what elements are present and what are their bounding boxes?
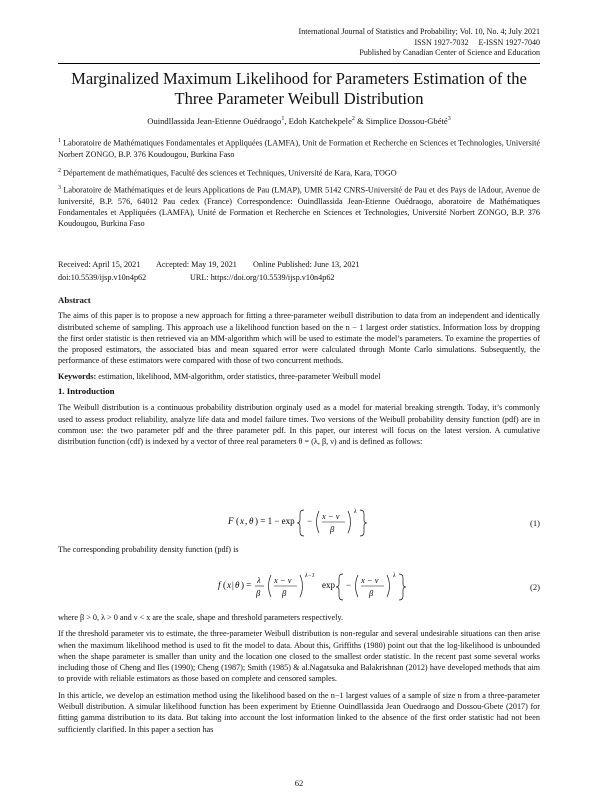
- svg-text:F: F: [228, 516, 234, 526]
- header-rule: [58, 63, 540, 64]
- svg-text:x − ν: x − ν: [322, 511, 340, 521]
- svg-text:θ: θ: [249, 516, 254, 526]
- author-3-mark: 3: [447, 116, 451, 123]
- where-paragraph: where β > 0, λ > 0 and ν < x are the scale, shape and threshold parameters respectively.: [58, 613, 344, 622]
- svg-text:f: f: [218, 580, 221, 590]
- affiliation-2-text: Département de mathématiques, Faculté des sciences et Techniques, Université de Kara, Kara, TOGO: [63, 168, 397, 178]
- threshold-paragraph: If the threshold parameter νis to estimate, the three-parameter Weibull distribution is non-regular and several undesirable situations can then arise when the maximum likelihood method is used to fit the model to data. About this, Griffiths (1980) point out that the log-likelihood is unbounded when the shape parameter is smaller than unity and the location one closed to the smallest order statistic. In the recent past some several works including those of Cheng and Iles (1990); Cheng (1987); Smith (1985) & al.Nagatsuka and Balakrishnan (2012) have developed methods that aim to provide with reliable estimators as those based on complete and censored samples.: [58, 629, 540, 684]
- online-date: Online Published: June 13, 2021: [252, 260, 360, 269]
- svg-text:x − ν: x − ν: [361, 575, 379, 585]
- svg-text:) = 1 − exp: ) = 1 − exp: [255, 516, 295, 526]
- accepted-date: Accepted: May 19, 2021: [155, 260, 237, 269]
- body-section: [58, 612, 540, 735]
- pdf-intro-text: The corresponding probability density function (pdf) is: [58, 545, 239, 554]
- svg-text:−: −: [346, 580, 352, 590]
- svg-text:λ: λ: [354, 509, 357, 515]
- svg-text:λ: λ: [257, 575, 261, 585]
- svg-text:x: x: [240, 516, 244, 526]
- svg-text:λ−1: λ−1: [305, 573, 315, 579]
- url-link[interactable]: URL: https://doi.org/10.5539/ijsp.v10n4p62: [190, 273, 335, 282]
- abstract-section: [58, 295, 540, 448]
- affiliation-2-mark: 2: [58, 168, 61, 174]
- keywords-text: estimation, likelihood, MM-algorithm, order statistics, three-parameter Weibull model: [96, 371, 381, 381]
- doi-text: doi:10.5539/ijsp.v10n4p62: [58, 273, 147, 282]
- author-3: & Simplice Dossou-Gbété: [354, 116, 448, 126]
- doi-line: [58, 273, 335, 282]
- author-list: [58, 116, 540, 126]
- affiliation-1-text: Laboratoire de Mathématiques Fondamentales et Appliquées (LAMFA), Unit de Formation et Recherche en Sciences et Technologies, Université Norbert ZONGO, B.P. 376 Koudougou, Burkina Faso: [58, 138, 540, 159]
- equation-1-number: (1): [529, 518, 540, 528]
- author-1-mark: 1: [281, 116, 285, 123]
- affiliation-1: [58, 136, 540, 160]
- svg-text:(: (: [223, 580, 226, 590]
- equation-1: [58, 502, 540, 542]
- paper-title: [58, 69, 540, 109]
- author-2: , Edoh Katchekpele: [284, 116, 352, 126]
- svg-text:β: β: [369, 588, 374, 598]
- equation-2-graphic: [58, 566, 540, 606]
- svg-text:exp: exp: [322, 580, 335, 590]
- keywords-line: [58, 371, 540, 382]
- equation-2-number: (2): [529, 582, 540, 592]
- keywords-label: Keywords:: [58, 371, 97, 381]
- svg-text:β: β: [282, 588, 287, 598]
- pdf-intro-line: [58, 544, 540, 555]
- received-date: Received: April 15, 2021: [58, 260, 141, 269]
- abstract-body: The aims of this paper is to propose a new approach for fitting a three-parameter weibull distribution to data from an independent and identically distributed scheme of sampling. This approach use a likelihood function based on the n − 1 largest order statistics. Information loss by dropping the first order statistic is then retrieved via an MM-algorithm which will be used to estimate the model’s parameters. To examine the properties of the proposed estimators, the associated bias and mean squared error were calculated through Monte Carlo simulations. Subsequently, the performance of these estimators were compared with those of two concurrent methods.: [58, 311, 540, 366]
- publication-dates: [58, 259, 374, 271]
- svg-text:,: ,: [245, 516, 248, 526]
- svg-text:) =: ) =: [241, 580, 252, 590]
- introduction-heading: 1. Introduction: [58, 386, 115, 397]
- svg-text:θ: θ: [235, 580, 240, 590]
- equation-1-graphic: [58, 502, 540, 542]
- page-number: 62: [294, 778, 304, 788]
- affiliation-2: [58, 166, 540, 179]
- title-line-1: Marginalized Maximum Likelihood for Parameters Estimation of the: [71, 69, 527, 88]
- article-paragraph: In this article, we develop an estimation method using the likelihood based on the n−1 largest values of a sample of size n from a three-parameter Weibull distribution. A simular likelihood function has been experiment by Etienne Ouindllassida Jean Ouedraogo and Dossou-Gbete (2017) for fitting gamma distribution to its data. But taking into account the lost information linked to the absence of the first order statistic had not been sufficiently clarified. In this paper a section has: [58, 690, 540, 734]
- affiliation-3-text: Laboratoire de Mathématiques et de leurs Applications de Pau (LMAP), UMR 5142 CNRS-Université de Pau et des Pays de lAdour, Avenue de luniversité, B.P. 576, 64012 Pau cedex (France) Correspondence: Ouindllassida Jean-Etienne Ouédraogo, aboratoire de Mathématiques Fondamentales et Appliquées (LAMFA), Unité de Formation et Recherche en Sciences et Technologies, Université Norbert ZONGO, B.P. 376 Koudougou, Burkina Faso: [58, 185, 541, 229]
- svg-text:(: (: [236, 516, 239, 526]
- intro-paragraph-1: The Weibull distribution is a continuous probability distribution orginaly used as a model for material breaking strength. Today, it’s commonly used to assess product reliability, analyze life data and model failure times. Two versions of the Weibull probability density function (pdf) are in common use: the two parameter pdf and the three parameter pdf. In this paper, our interest will focus on the latest version. A cumulative distribution function (cdf) is indexed by a vector of three real parameters θ = (λ, β, ν) and is defined as follows:: [58, 403, 540, 447]
- affiliation-1-mark: 1: [58, 138, 61, 144]
- svg-text:x − ν: x − ν: [274, 575, 292, 585]
- publisher-line: Published by Canadian Center of Science and Education: [359, 48, 540, 57]
- author-2-mark: 2: [351, 116, 355, 123]
- equation-2: [58, 566, 540, 606]
- svg-text:β: β: [330, 524, 335, 534]
- svg-text:|: |: [232, 580, 234, 590]
- journal-name: International Journal of Statistics and Probability; Vol. 10, No. 4; July 2021: [298, 27, 540, 36]
- affiliation-3: [58, 183, 540, 230]
- svg-text:−: −: [307, 516, 313, 526]
- journal-header: [58, 27, 540, 59]
- affiliation-3-mark: 3: [58, 185, 61, 191]
- svg-text:x: x: [227, 580, 231, 590]
- svg-text:λ: λ: [393, 573, 396, 579]
- author-1: Ouindllassida Jean-Etienne Ouédraogo: [147, 116, 282, 126]
- title-line-2: Three Parameter Weibull Distribution: [174, 89, 424, 108]
- abstract-heading: Abstract: [58, 295, 91, 305]
- issn-line: ISSN 1927-7032 E-ISSN 1927-7040: [414, 37, 540, 47]
- svg-text:β: β: [256, 588, 261, 598]
